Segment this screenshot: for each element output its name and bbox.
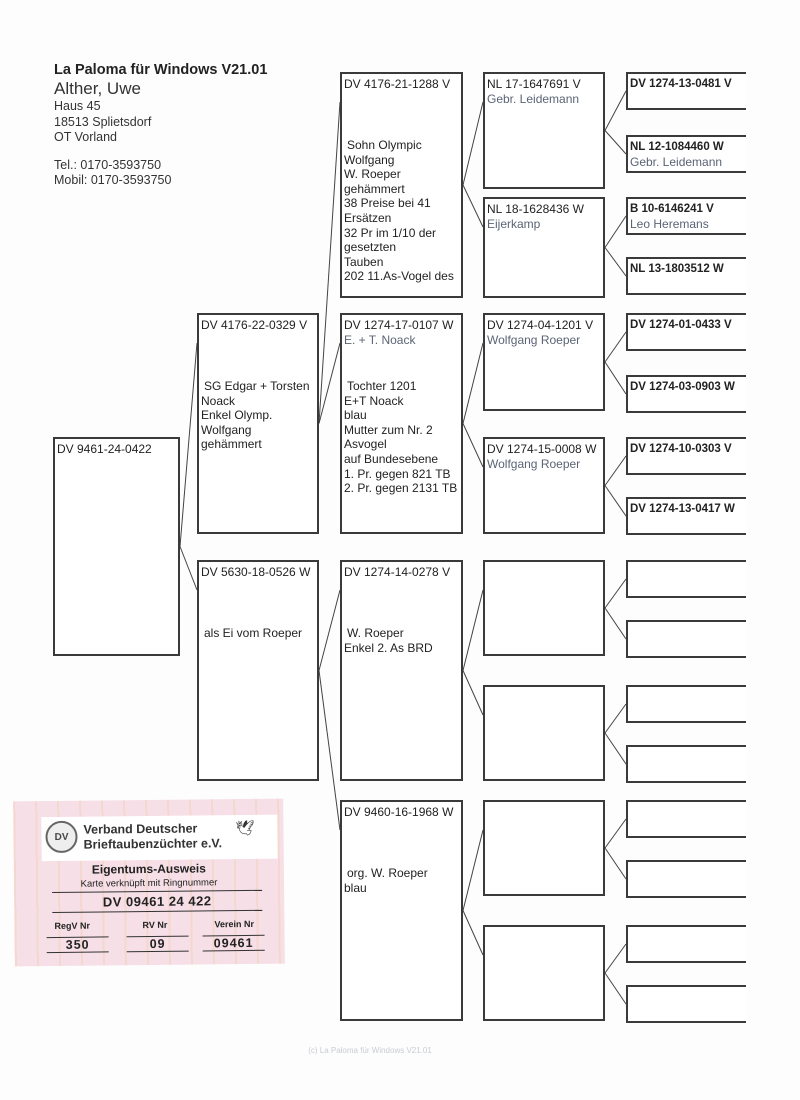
ring-number: DV 1274-17-0107 W xyxy=(344,318,454,332)
connector-line xyxy=(605,608,626,639)
ring-number: DV 4176-21-1288 V xyxy=(344,77,451,91)
note-line: Enkel 2. As BRD xyxy=(344,640,433,655)
pedigree-box-gen3 xyxy=(483,685,605,781)
note-line: 38 Preise bei 41 xyxy=(344,196,431,211)
connector-line xyxy=(180,547,197,591)
connector-line xyxy=(605,973,626,1004)
breeder-name: E. + T. Noack xyxy=(344,332,416,347)
pedigree-box-gen4 xyxy=(626,497,746,535)
ring-number: DV 1274-01-0433 V xyxy=(630,319,732,331)
ring-number: NL 17-1647691 V xyxy=(487,77,581,91)
owner-name: Alther, Uwe xyxy=(54,79,141,98)
note-line: auf Bundesebene xyxy=(344,451,439,466)
pedigree-box-gen4 xyxy=(626,375,746,413)
connector-line xyxy=(605,819,626,848)
connector-line xyxy=(605,486,626,517)
footer-note: (c) La Paloma für Windows V21.01 xyxy=(308,1046,432,1055)
vdb-logo-icon: DV xyxy=(45,821,77,853)
pedigree-box-gen4 xyxy=(626,985,746,1023)
connector-line xyxy=(605,704,626,733)
note-line: Tauben xyxy=(344,254,384,269)
connector-line xyxy=(605,733,626,764)
pedigree-box-gen2 xyxy=(340,313,463,534)
regv-label: RegV Nr xyxy=(54,920,91,931)
card-title: Eigentums-Ausweis xyxy=(91,861,206,877)
connector-line xyxy=(463,102,483,185)
pedigree-box-gen1 xyxy=(197,313,319,534)
pigeon-icon: 🕊 xyxy=(235,819,255,838)
subject-pigeon-box xyxy=(53,437,180,656)
pedigree-box-gen3 xyxy=(483,560,605,656)
connector-line xyxy=(605,579,626,608)
connector-line xyxy=(319,343,340,424)
pedigree-box-gen2 xyxy=(340,800,463,1021)
app-title: La Paloma für Windows V21.01 xyxy=(54,62,268,78)
note-line: 202 11.As-Vogel des xyxy=(344,269,454,284)
pigeon-notes xyxy=(201,379,317,452)
note-line: gesetzten xyxy=(344,240,397,255)
connector-line xyxy=(605,944,626,973)
pedigree-box-gen4 xyxy=(626,925,746,963)
connector-line xyxy=(319,590,340,671)
owner-street: Haus 45 xyxy=(54,99,101,113)
ring-number: DV 1274-04-1201 V xyxy=(487,318,594,332)
note-line: Mutter zum Nr. 2 xyxy=(344,422,433,437)
note-line: W. Roeper xyxy=(344,167,401,182)
pigeon-notes xyxy=(344,379,461,496)
ring-number: DV 9461-24-0422 xyxy=(57,442,152,456)
note-line: gehämmert xyxy=(201,437,262,452)
ring-number: DV 4176-22-0329 V xyxy=(201,318,308,332)
connector-line xyxy=(319,671,340,831)
card-subtitle: Karte verknüpft mit Ringnummer xyxy=(80,877,218,890)
pedigree-box-gen3 xyxy=(483,197,605,298)
pedigree-box-gen4 xyxy=(626,560,746,598)
owner-tel: Tel.: 0170-3593750 xyxy=(54,157,162,172)
breeder-name: Gebr. Leidemann xyxy=(630,154,723,169)
pigeon-notes xyxy=(344,626,461,655)
pedigree-box-gen3 xyxy=(483,800,605,896)
connector-line xyxy=(463,830,483,911)
pedigree-box-gen1 xyxy=(197,560,319,781)
connector-line xyxy=(319,102,340,424)
card-org: Verband Deutscher Brieftaubenzüchter e.V. xyxy=(83,821,223,852)
note-line: blau xyxy=(344,880,367,895)
note-line: Ersätzen xyxy=(344,210,392,225)
connector-line xyxy=(605,456,626,486)
ring-number: DV 5630-18-0526 W xyxy=(201,565,311,579)
note-line: Wolfgang xyxy=(201,422,252,437)
pedigree-box-gen4 xyxy=(626,197,746,235)
pedigree-box-gen4 xyxy=(626,257,746,295)
ring-number: NL 18-1628436 W xyxy=(487,202,584,216)
note-line: 2. Pr. gegen 2131 TB xyxy=(344,481,458,496)
note-line: Tochter 1201 xyxy=(347,379,417,393)
note-line: Asvogel xyxy=(344,437,387,452)
breeder-name: Leo Heremans xyxy=(630,216,709,231)
connector-line xyxy=(605,848,626,879)
pigeon-notes xyxy=(201,626,317,641)
note-line: W. Roeper xyxy=(347,626,404,640)
pedigree-box-gen3 xyxy=(483,313,605,411)
verein-value: 09461 xyxy=(203,935,265,952)
pedigree-box-gen2 xyxy=(340,560,463,781)
connector-line xyxy=(605,131,626,155)
pedigree-box-gen3 xyxy=(483,72,605,189)
connector-line xyxy=(605,332,626,362)
card-ring-number: DV 09461 24 422 xyxy=(52,890,262,913)
connector-line xyxy=(605,91,626,131)
note-line: Wolfgang xyxy=(344,152,395,167)
verein-label: Verein Nr xyxy=(214,918,255,930)
pedigree-box-gen4 xyxy=(626,135,746,173)
pedigree-box-gen3 xyxy=(483,925,605,1021)
note-line: gehämmert xyxy=(344,181,405,196)
pedigree-box-gen3 xyxy=(483,437,605,534)
connector-line xyxy=(463,671,483,716)
breeder-name: Wolfgang Roeper xyxy=(487,456,581,471)
note-line: SG Edgar + Torsten xyxy=(204,379,310,393)
connector-line xyxy=(180,343,197,547)
pigeon-notes xyxy=(344,866,461,895)
ownership-card xyxy=(13,799,285,967)
connector-line xyxy=(463,343,483,424)
note-line: 1. Pr. gegen 821 TB xyxy=(344,466,451,481)
ring-number: DV 1274-13-0417 W xyxy=(630,503,735,515)
connector-line xyxy=(605,362,626,394)
note-line: als Ei vom Roeper xyxy=(204,626,303,640)
pigeon-notes xyxy=(344,138,461,284)
pedigree-box-gen4 xyxy=(626,72,746,110)
pedigree-box-gen4 xyxy=(626,620,746,658)
ring-number: DV 1274-15-0008 W xyxy=(487,442,597,456)
connector-line xyxy=(463,424,483,468)
note-line: E+T Noack xyxy=(344,393,404,408)
ring-number: DV 1274-13-0481 V xyxy=(630,78,732,90)
connector-line xyxy=(463,911,483,956)
ring-number: NL 13-1803512 W xyxy=(630,263,724,275)
regv-value: 350 xyxy=(47,936,109,953)
pedigree-box-gen4 xyxy=(626,800,746,838)
ring-number: DV 9460-16-1968 W xyxy=(344,805,454,819)
ring-number: DV 1274-03-0903 W xyxy=(630,381,735,393)
pedigree-box-gen4 xyxy=(626,437,746,475)
owner-city: 18513 Splietsdorf xyxy=(54,114,152,129)
ring-number: NL 12-1084460 W xyxy=(630,141,724,153)
note-line: Enkel Olymp. xyxy=(201,408,273,423)
note-line: org. W. Roeper xyxy=(347,866,428,880)
rv-value: 09 xyxy=(127,936,189,953)
connector-line xyxy=(463,590,483,671)
pedigree-box-gen4 xyxy=(626,860,746,898)
breeder-name: Eijerkamp xyxy=(487,216,541,231)
note-line: Sohn Olympic xyxy=(347,138,422,152)
connector-line xyxy=(605,216,626,248)
breeder-name: Wolfgang Roeper xyxy=(487,332,581,347)
ring-number: DV 1274-14-0278 V xyxy=(344,565,451,579)
connector-line xyxy=(463,185,483,227)
pedigree-box-gen2 xyxy=(340,72,463,298)
note-line: 32 Pr im 1/10 der xyxy=(344,225,437,240)
note-line: Noack xyxy=(201,393,236,408)
connector-line xyxy=(605,248,626,277)
breeder-name: Gebr. Leidemann xyxy=(487,91,580,106)
ring-number: B 10-6146241 V xyxy=(630,203,714,215)
pedigree-box-gen4 xyxy=(626,685,746,723)
note-line: blau xyxy=(344,408,367,423)
owner-mobil: Mobil: 0170-3593750 xyxy=(54,173,172,187)
pedigree-box-gen4 xyxy=(626,313,746,351)
rv-label: RV Nr xyxy=(142,919,168,931)
pedigree-box-gen4 xyxy=(626,745,746,783)
ring-number: DV 1274-10-0303 V xyxy=(630,443,732,455)
owner-district: OT Vorland xyxy=(54,130,118,144)
